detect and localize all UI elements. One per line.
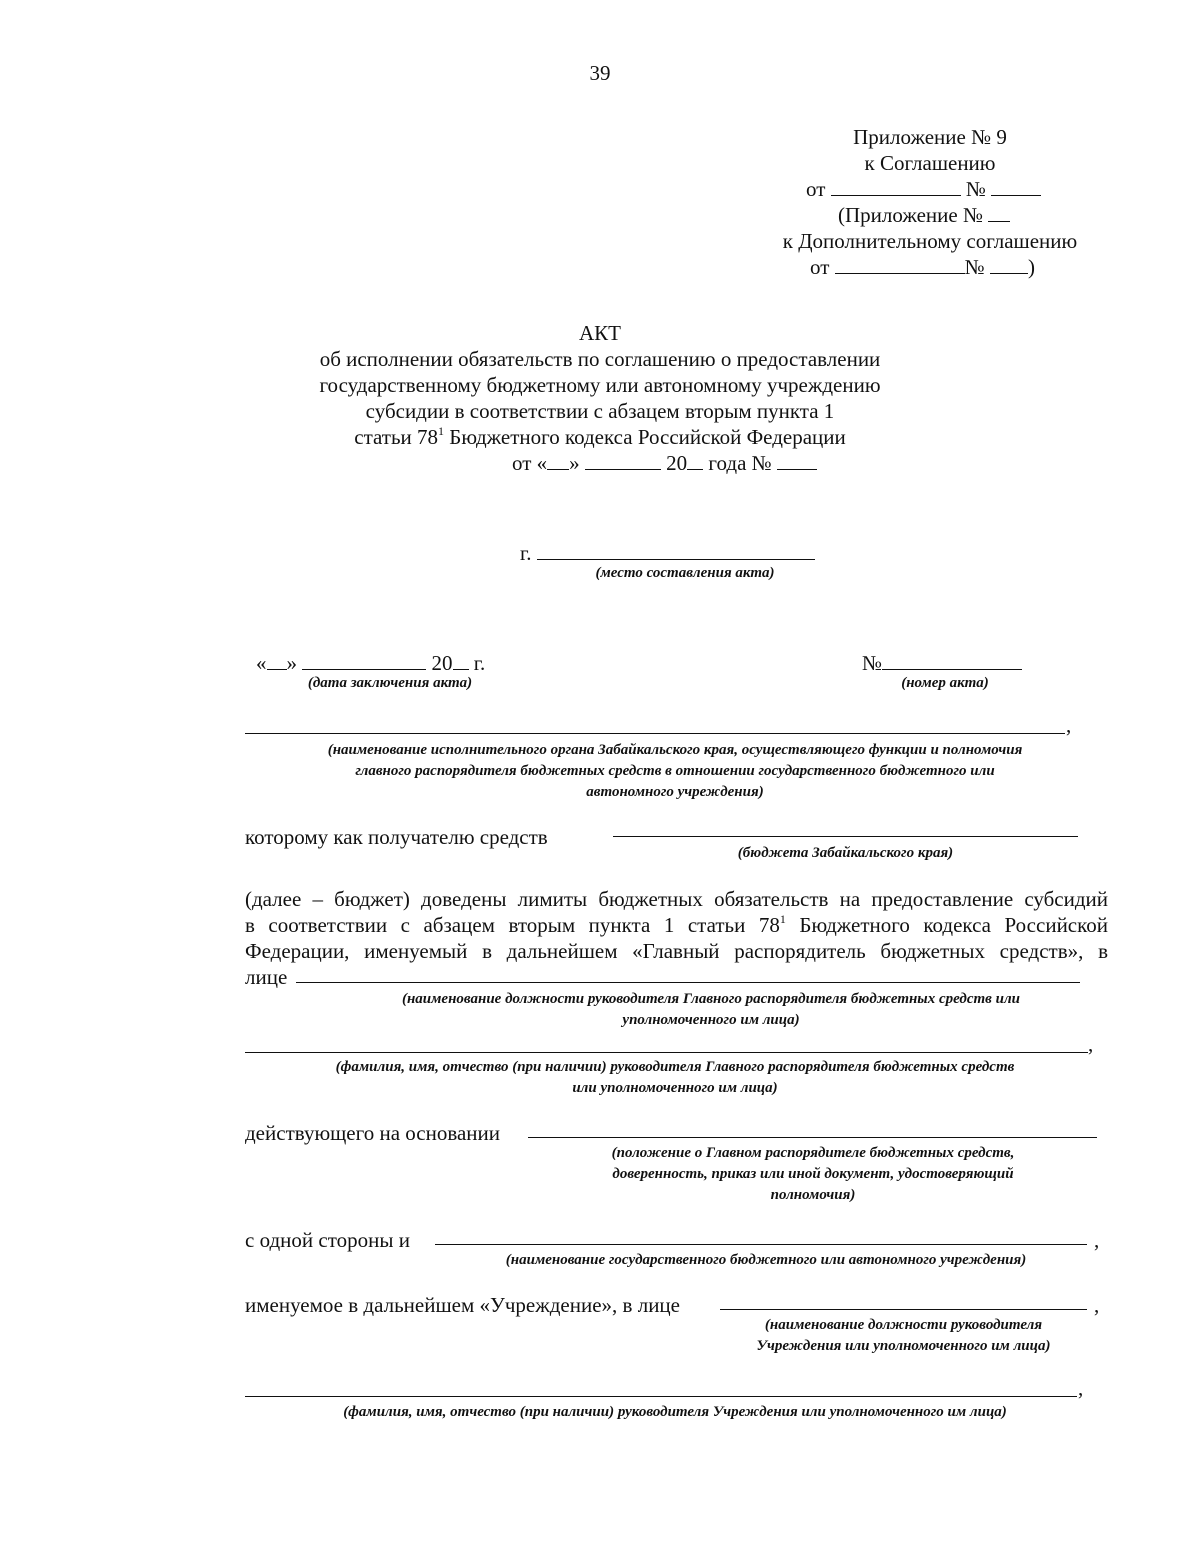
date-year-blank	[453, 652, 469, 670]
appendix-line-5: к Дополнительному соглашению	[782, 229, 1078, 253]
act-number-blank	[777, 452, 817, 470]
authority-blank	[245, 733, 1065, 734]
act-date-month-blank	[585, 452, 661, 470]
paragraph-line-2-b: Бюджетного кодекса Российской	[785, 913, 1108, 937]
paragraph-line-2-sup: 1	[779, 912, 786, 926]
act-number-label: №	[862, 651, 883, 675]
basis-text: действующего на основании	[245, 1121, 501, 1145]
appendix-line-2: к Соглашению	[864, 151, 996, 175]
appendix-supplement-label: (Приложение №	[838, 203, 983, 227]
date-close: »	[286, 651, 297, 675]
act-date-day-blank	[547, 452, 569, 470]
act-title-line-1: об исполнении обязательств по соглашению о предоставлении	[319, 347, 881, 371]
institution-name-blank	[435, 1244, 1087, 1245]
act-date-20: 20	[666, 451, 688, 475]
basis-blank	[528, 1137, 1097, 1138]
paragraph-line-2	[245, 912, 1108, 938]
inst-head-comma: ,	[1078, 1376, 1084, 1400]
act-title-article: статьи 78	[354, 425, 439, 449]
act-title-article-sup: 1	[438, 424, 445, 438]
act-date-year-blank	[687, 452, 703, 470]
inst-head-caption: (фамилия, имя, отчество (при наличии) руководителя Учреждения или уполномоченного им лица)	[343, 1404, 1007, 1420]
act-heading: АКТ	[579, 321, 621, 345]
appendix-ot: от	[806, 177, 826, 201]
place-city-label: г.	[520, 541, 532, 565]
date-year: 20	[431, 651, 453, 675]
appendix-line-4	[838, 202, 1010, 228]
appendix-number-blank-2	[990, 256, 1028, 274]
authority-caption-1: (наименование исполнительного органа Забайкальского края, осуществляющего функции и полномочия	[327, 742, 1023, 758]
inst-position-caption-1: (наименование должности руководителя	[764, 1317, 1043, 1333]
basis-caption-1: (положение о Главном распорядителе бюджетных средств,	[611, 1145, 1015, 1161]
appendix-line-6	[810, 254, 1035, 280]
appendix-line-1: Приложение № 9	[853, 125, 1007, 149]
act-title-line-4	[250, 424, 950, 450]
recipient-text: которому как получателю средств	[245, 825, 548, 849]
recipient-blank	[613, 836, 1078, 837]
appendix-number-blank	[991, 178, 1041, 196]
head-name-caption-2: или уполномоченного им лица)	[572, 1080, 778, 1096]
act-date-year-label: года №	[708, 451, 772, 475]
act-date-quote-close: »	[569, 451, 580, 475]
head-position-caption-2: уполномоченного им лица)	[622, 1012, 800, 1028]
institution-comma: ,	[1094, 1293, 1100, 1317]
inst-position-caption-2: Учреждения или уполномоченного им лица)	[756, 1338, 1051, 1354]
place-caption: (место составления акта)	[595, 565, 775, 581]
act-title-line-3: субсидии в соответствии с абзацем вторым пункта 1	[365, 399, 835, 423]
institution-text: именуемое в дальнейшем «Учреждение», в лице	[245, 1293, 680, 1317]
act-date-open: от «	[512, 451, 548, 475]
head-name-blank	[245, 1052, 1088, 1053]
act-number-caption: (номер акта)	[901, 675, 989, 691]
inst-position-blank	[720, 1309, 1087, 1310]
act-number-field-blank	[882, 652, 1022, 670]
date-month-blank	[302, 652, 426, 670]
basis-caption-2: доверенность, приказ или иной документ, удостоверяющий	[612, 1166, 1014, 1182]
date-open: «	[256, 651, 267, 675]
date-day-blank	[267, 652, 287, 670]
paragraph-line-4: лице	[245, 965, 288, 989]
appendix-supplement-blank	[988, 204, 1010, 222]
side-comma: ,	[1094, 1228, 1100, 1252]
appendix-date-blank	[831, 178, 961, 196]
appendix-ot-2: от	[810, 255, 830, 279]
head-position-caption-1: (наименование должности руководителя Главного распорядителя бюджетных средств или	[401, 991, 1021, 1007]
appendix-date-blank-2	[835, 256, 965, 274]
paragraph-line-1: (далее – бюджет) доведены лимиты бюджетных обязательств на предоставление субсидий	[245, 887, 1108, 911]
institution-name-caption: (наименование государственного бюджетного или автономного учреждения)	[505, 1252, 1027, 1268]
appendix-no-2: №	[964, 255, 985, 279]
appendix-no: №	[965, 177, 986, 201]
date-g: г.	[473, 651, 486, 675]
appendix-line-3	[806, 176, 1041, 202]
act-title-date-line	[512, 450, 817, 476]
authority-caption-3: автономного учреждения)	[586, 784, 764, 800]
side-text: с одной стороны и	[245, 1228, 410, 1252]
paragraph-line-2-a: в соответствии с абзацем вторым пункта 1 статьи 78	[245, 913, 780, 937]
paragraph-line-3: Федерации, именуемый в дальнейшем «Главный распорядитель бюджетных средств», в	[245, 939, 1108, 963]
inst-head-name-blank	[245, 1396, 1077, 1397]
basis-caption-3: полномочия)	[770, 1187, 856, 1203]
head-name-comma: ,	[1088, 1032, 1094, 1056]
authority-caption-2: главного распорядителя бюджетных средств в отношении государственного бюджетного или	[355, 763, 995, 779]
appendix-close-paren: )	[1027, 255, 1035, 279]
act-title-line-2: государственному бюджетному или автономному учреждению	[319, 373, 881, 397]
date-caption: (дата заключения акта)	[307, 675, 473, 691]
head-position-blank	[296, 982, 1080, 983]
place-blank	[537, 542, 815, 560]
authority-comma: ,	[1066, 713, 1072, 737]
page-number: 39	[589, 61, 611, 85]
recipient-caption: (бюджета Забайкальского края)	[737, 845, 954, 861]
act-title-code: Бюджетного кодекса Российской Федерации	[444, 425, 846, 449]
head-name-caption-1: (фамилия, имя, отчество (при наличии) руководителя Главного распорядителя бюджетных средств	[335, 1059, 1015, 1075]
